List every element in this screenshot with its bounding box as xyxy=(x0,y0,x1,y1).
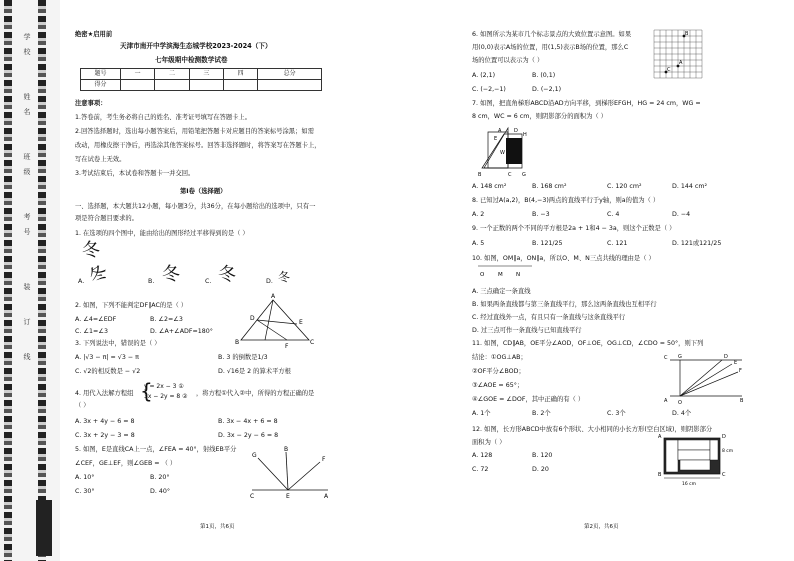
q5-option-c: C. 30° xyxy=(75,488,95,495)
note-line: 改动，用橡皮擦干净后，再选涂其他答案标号。回答非选择题时，将答案写在答题卡上， xyxy=(75,142,321,149)
q4-equation-1: y = 2x − 3 ① xyxy=(144,383,184,390)
q7-label-a: A xyxy=(498,128,502,134)
q10-option-a: A. 三点确定一条直线 xyxy=(472,288,531,295)
q8-option-c: C. 4 xyxy=(607,211,620,218)
table-cell xyxy=(258,80,322,91)
q2-label-d: D xyxy=(250,315,255,322)
q11-stem: 11. 如图，CD∥AB，OE平分∠AOD，OF⊥OE，OG⊥CD，∠CDO = 50°，则下列 xyxy=(472,340,704,347)
q1-option-a-label: A. xyxy=(78,278,85,285)
strip-char: 名 xyxy=(23,108,31,116)
q7-option-c: C. 120 cm² xyxy=(607,183,642,190)
binding-labels xyxy=(21,30,33,365)
q11-claim-1: 结论：①OG⊥AB； xyxy=(472,354,527,361)
table-cell xyxy=(223,80,257,91)
q5-label-a: A xyxy=(324,493,329,500)
page-footer: 第2页，共6页 xyxy=(584,524,619,530)
q4-option-c: C. 3x + 2y − 3 = 8 xyxy=(75,432,135,439)
secret-label: 绝密★启用前 xyxy=(75,31,113,38)
q4-brace: { xyxy=(140,379,153,403)
q12-label-c: C xyxy=(722,472,726,478)
table-cell: 一 xyxy=(121,69,155,80)
q6-grid-figure xyxy=(652,28,704,80)
q6-label-c: C xyxy=(667,67,671,73)
q5-stem: 5. 如图，E是直线CA上一点，∠FEA = 40°，射线EB平分 xyxy=(75,446,237,453)
q12-stem-cont: 面积为（ ） xyxy=(472,439,506,446)
q2-label-b: B xyxy=(235,339,240,346)
q12-label-height: 8 cm xyxy=(722,449,734,454)
q7-label-w: W xyxy=(500,150,505,156)
q4-option-d: D. 3x − 2y − 6 = 8 xyxy=(218,432,279,439)
q2-label-c: C xyxy=(310,339,315,346)
strip-border-left xyxy=(4,0,12,561)
q1-option-d-glyph: 冬 xyxy=(278,270,291,284)
q10-line-figure xyxy=(476,262,536,278)
q11-claim-2: ②OF平分∠BOD； xyxy=(472,368,525,375)
binding-strip xyxy=(0,0,60,561)
section-intro: 一、选择题，本大题共12小题，每小题3分，共36分，在每小题给出的选项中，只有一 xyxy=(75,203,316,210)
q2-option-a: A. ∠4=∠EDF xyxy=(75,316,117,323)
q8-option-b: B. −3 xyxy=(532,211,550,218)
q10-stem: 10. 如图，OM∥a，ON∥a，所以O、M、N三点共线的理由是（ ） xyxy=(472,255,655,262)
q5-option-b: B. 20° xyxy=(150,474,170,481)
q1-stem: 1. 在选项的四个图中，能由给出的图形经过平移得到的是（ ） xyxy=(75,230,249,237)
q6-stem-end: 场的位置可以表示为（ ） xyxy=(472,57,544,64)
q10-option-c: C. 经过直线外一点，有且只有一条直线与这条直线平行 xyxy=(472,314,626,321)
q2-triangle-figure xyxy=(235,293,315,350)
page-footer: 第1页，共6页 xyxy=(200,524,235,530)
q6-option-c: C. (−2,−1) xyxy=(472,86,506,93)
table-cell xyxy=(189,80,223,91)
strip-char: 级 xyxy=(23,168,31,176)
section-intro: 项是符合题目要求的。 xyxy=(75,215,138,222)
q12-label-d: D xyxy=(722,434,726,440)
q12-option-b: B. 120 xyxy=(532,452,553,459)
q9-option-c: C. 121 xyxy=(607,240,628,247)
q7-option-a: A. 148 cm² xyxy=(472,183,507,190)
q11-option-b: B. 2个 xyxy=(532,410,551,417)
q2-stem: 2. 如图，下列不能判定DF∥AC的是（ ） xyxy=(75,302,188,309)
q11-parallel-figure xyxy=(662,350,746,406)
q7-stem-cont: 8 cm，WC = 6 cm，则阴影部分的面积为（ ） xyxy=(472,113,607,120)
q10-label-m: M xyxy=(498,272,503,278)
q12-label-width: 16 cm xyxy=(682,482,697,487)
q2-option-c: C. ∠1=∠3 xyxy=(75,328,108,335)
q3-option-a: A. |√3 − π| = √3 − π xyxy=(75,354,139,361)
q8-option-d: D. −4 xyxy=(672,211,691,218)
q2-label-a: A xyxy=(271,293,276,300)
q7-option-d: D. 144 cm² xyxy=(672,183,707,190)
q5-label-g: G xyxy=(252,452,257,459)
strip-border-right xyxy=(38,0,46,561)
strip-char: 姓 xyxy=(23,93,31,101)
q12-label-b: B xyxy=(658,472,662,478)
q2-option-b: B. ∠2=∠3 xyxy=(150,316,183,323)
q6-label-b: B xyxy=(685,31,689,37)
exam-subtitle: 七年级期中检测数学试卷 xyxy=(155,56,228,64)
q5-label-e: E xyxy=(286,493,290,500)
note-line: 写在试卷上无效。 xyxy=(75,156,126,163)
q12-option-a: A. 128 xyxy=(472,452,493,459)
q7-label-c: C xyxy=(508,172,512,178)
q1-option-c-glyph: 冬 xyxy=(216,262,238,287)
strip-char: 学 xyxy=(23,33,31,41)
q6-label-a: A xyxy=(679,60,683,66)
q11-option-d: D. 4个 xyxy=(672,410,692,417)
q7-label-g: G xyxy=(522,172,526,178)
q7-label-b: B xyxy=(478,172,482,178)
table-cell: 总分 xyxy=(258,69,322,80)
section-title: 第Ⅰ卷（选择题） xyxy=(180,188,227,195)
q10-label-n: N xyxy=(516,272,521,278)
q4-stem-cont: ，将方程①代入②中，所得的方程正确的是 xyxy=(196,390,315,397)
q12-label-a: A xyxy=(658,434,662,440)
strip-char: 线 xyxy=(23,353,31,361)
q1-option-b-glyph: 冬 xyxy=(162,264,180,285)
q10-option-d: D. 过三点可作一条直线与已知直线平行 xyxy=(472,327,582,334)
q3-option-b: B. 3 的倒数是1/3 xyxy=(218,354,268,361)
q5-stem-cont: ∠CEF，GE⊥EF，则∠GEB = （ ） xyxy=(75,460,177,467)
q7-label-e: E xyxy=(494,136,498,142)
q3-stem: 3. 下列说法中，错误的是（ ） xyxy=(75,340,161,347)
strip-char: 考 xyxy=(23,213,31,221)
q2-label-e: E xyxy=(299,319,303,326)
exam-title: 天津市南开中学滨海生态城学校2023-2024（下） xyxy=(120,42,272,50)
strip-char: 班 xyxy=(23,153,31,161)
q6-option-b: B. (0,1) xyxy=(532,72,556,79)
note-line: 1.答卷前，考生务必将自己的姓名、准考证号填写在答题卡上。 xyxy=(75,114,252,121)
q11-label-f: F xyxy=(739,368,742,374)
q8-stem: 8. 已知过A(a,2)，B(4,−3)两点的直线平行于y轴，则a的值为（ ） xyxy=(472,197,660,204)
table-cell: 题号 xyxy=(81,69,121,80)
q11-option-c: C. 3个 xyxy=(607,410,626,417)
q3-option-d: D. √16是 2 的算术平方根 xyxy=(218,368,291,375)
note-line: 2.回答选择题时，选出每小题答案后，用铅笔把答题卡对应题目的答案标号涂黑；如需 xyxy=(75,128,314,135)
q9-option-b: B. 121/25 xyxy=(532,240,563,247)
q4-option-b: B. 3x − 4x + 6 = 8 xyxy=(218,418,278,425)
q6-stem-cont: 用(0,0)表示A场的位置，用(1,5)表示B场的位置，那么C xyxy=(472,44,629,51)
q7-trapezoid-figure xyxy=(478,124,538,180)
q9-option-d: D. 121或121/25 xyxy=(672,240,722,247)
strip-char: 装 xyxy=(23,283,31,291)
strip-dark-block xyxy=(36,500,52,556)
q5-label-f: F xyxy=(322,456,326,463)
q1-option-c-label: C. xyxy=(205,278,212,285)
table-row xyxy=(81,80,322,91)
q4-stem: 4. 用代入法解方程组 xyxy=(75,390,134,397)
notes-title: 注意事项： xyxy=(75,100,107,107)
q9-option-a: A. 5 xyxy=(472,240,485,247)
q11-label-d: D xyxy=(724,354,728,360)
q5-option-d: D. 40° xyxy=(150,488,171,495)
q4-stem-end: （ ） xyxy=(75,402,90,409)
q11-option-a: A. 1个 xyxy=(472,410,491,417)
q4-option-a: A. 3x + 4y − 6 = 8 xyxy=(75,418,135,425)
left-page xyxy=(70,0,370,561)
q7-label-d: D xyxy=(514,128,518,134)
score-table xyxy=(80,68,322,91)
q2-option-d: D. ∠A+∠ADF=180° xyxy=(150,328,213,335)
table-cell: 三 xyxy=(189,69,223,80)
q12-rectangle-figure xyxy=(658,432,740,486)
q9-stem: 9. 一个正数的两个不同的平方根是2a + 1和4 − 3a，则这个正数是（ ） xyxy=(472,225,676,232)
table-cell xyxy=(121,80,155,91)
q5-label-c: C xyxy=(250,493,255,500)
q11-label-a: A xyxy=(664,398,668,404)
q10-label-o: O xyxy=(480,272,485,278)
q2-label-f: F xyxy=(285,343,289,350)
q5-angle-figure xyxy=(250,448,330,498)
q1-option-d-label: D. xyxy=(266,278,273,285)
q11-label-g: G xyxy=(678,354,682,360)
q1-figure: 冬 xyxy=(82,240,100,261)
q3-option-c: C. √2的相反数是 − √2 xyxy=(75,368,141,375)
q1-option-a-glyph: 冬 xyxy=(85,260,112,289)
q11-label-c: C xyxy=(664,355,668,361)
table-cell: 二 xyxy=(155,69,189,80)
q12-option-c: C. 72 xyxy=(472,466,489,473)
note-line: 3.考试结束后，本试卷和答题卡一并交回。 xyxy=(75,170,195,177)
strip-char: 订 xyxy=(23,318,31,326)
right-page xyxy=(472,0,778,561)
strip-char: 号 xyxy=(23,228,31,236)
q11-claim-4: ④∠GOE = ∠DOF，其中正确的有（ ） xyxy=(472,396,585,403)
q5-label-b: B xyxy=(284,446,289,453)
q11-label-e: E xyxy=(734,360,738,366)
table-cell: 四 xyxy=(223,69,257,80)
q1-option-b-label: B. xyxy=(148,278,155,285)
q10-option-b: B. 如果两条直线都与第三条直线平行，那么这两条直线也互相平行 xyxy=(472,301,657,308)
q11-claim-3: ③∠AOE = 65°； xyxy=(472,382,524,389)
table-row xyxy=(81,69,322,80)
q11-label-o: O xyxy=(678,400,682,406)
q6-stem: 6. 如图所示为某市几个标志景点的大致位置示意图。如果 xyxy=(472,31,632,38)
q11-label-b: B xyxy=(740,398,744,404)
q5-option-a: A. 10° xyxy=(75,474,95,481)
q6-option-d: D. (−2,1) xyxy=(532,86,562,93)
q7-stem: 7. 如图，把直角梯形ABCD沿AD方向平移，到梯形EFGH，HG = 24 cm，WG = xyxy=(472,100,701,107)
table-cell xyxy=(155,80,189,91)
table-cell: 得分 xyxy=(81,80,121,91)
q12-stem: 12. 如图，长方形ABCD中放有6个形状、大小相同的小长方形(空白区域)，则阴影部分 xyxy=(472,426,713,433)
q8-option-a: A. 2 xyxy=(472,211,485,218)
q7-label-h: H xyxy=(523,132,527,138)
q4-equation-2: 3x − 2y = 8 ② xyxy=(144,393,188,400)
q12-option-d: D. 20 xyxy=(532,466,549,473)
q6-option-a: A. (2,1) xyxy=(472,72,496,79)
q7-option-b: B. 168 cm² xyxy=(532,183,567,190)
strip-char: 校 xyxy=(23,48,31,56)
